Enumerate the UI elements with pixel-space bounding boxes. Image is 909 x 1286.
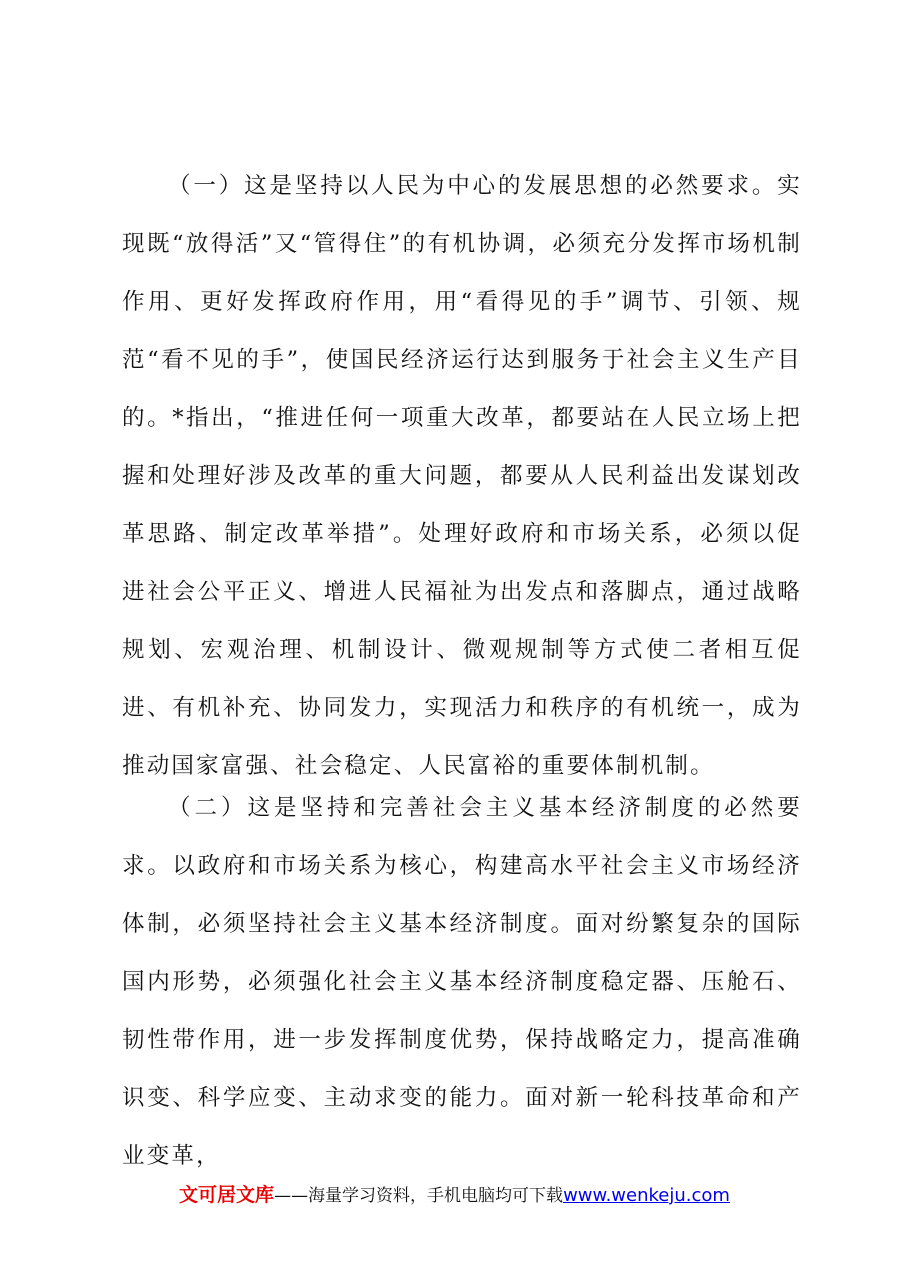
footer-brand: 文可居文库 <box>179 1184 275 1206</box>
footer-banner <box>0 1180 909 1207</box>
paragraph-2: （二）这是坚持和完善社会主义基本经济制度的必然要求。以政府和市场关系为核心，构建高水平社会主义市场经济体制，必须坚持社会主义基本经济制度。面对纷繁复杂的国际国内形势，必须强化社会主义基本经济制度稳定器、压舱石、韧性带作用，进一步发挥制度优势，保持战略定力，提高准确识变、科学应变、主动求变的能力。面对新一轮科技革命和产业变革， <box>122 795 802 1169</box>
footer-site-link[interactable]: www.wenkeju.com <box>563 1185 730 1206</box>
footer-tagline: ——海量学习资料，手机电脑均可下载 <box>274 1186 564 1206</box>
paragraph-1: （一）这是坚持以人民为中心的发展思想的必然要求。实现既“放得活”又“管得住”的有机协调，必须充分发挥市场机制作用、更好发挥政府作用，用“看得见的手”调节、引领、规范“看不见的手”，使国民经济运行达到服务于社会主义生产目的。*指出，“推进任何一项重大改革，都要站在人民立场上把握和处理好涉及改革的重大问题，都要从人民利益出发谋划改革思路、制定改革举措”。处理好政府和市场关系，必须以促进社会公平正义、增进人民福祉为出发点和落脚点，通过战略规划、宏观治理、机制设计、微观规制等方式使二者相互促进、有机补充、协同发力，实现活力和秩序的有机统一，成为推动国家富强、社会稳定、人民富裕的重要体制机制。 <box>122 173 802 779</box>
